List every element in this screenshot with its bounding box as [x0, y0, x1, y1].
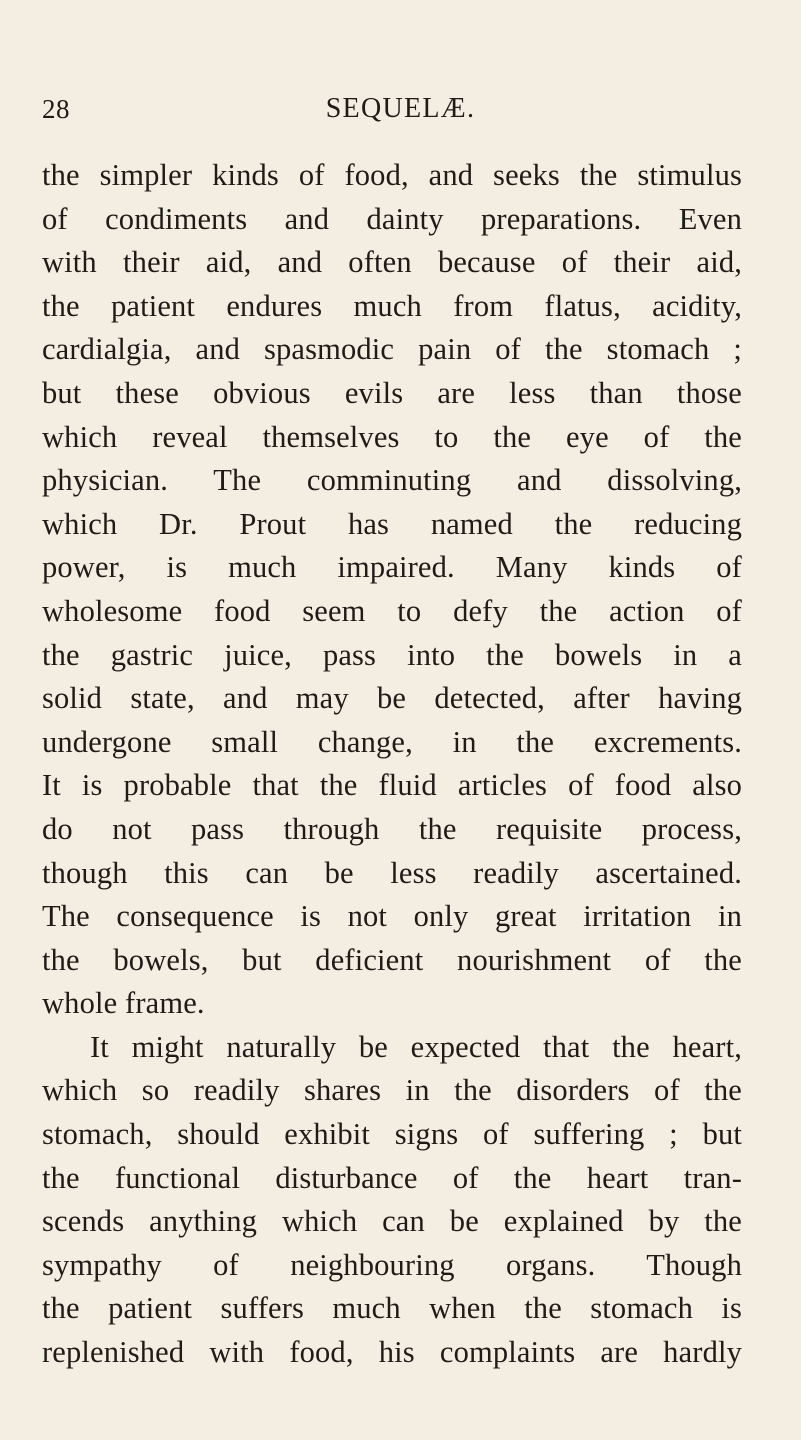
text-line: which Dr. Prout has named the reducing	[42, 506, 742, 541]
text-line: which so readily shares in the disorders of the	[42, 1073, 742, 1108]
text-line: but these obvious evils are less than those	[42, 375, 742, 410]
text-line: wholesome food seem to defy the action of	[42, 593, 742, 628]
text-line: the gastric juice, pass into the bowels in a	[42, 637, 742, 672]
text-line: undergone small change, in the excrements.	[42, 724, 742, 759]
running-head	[0, 90, 801, 130]
text-line: scends anything which can be explained by the	[42, 1204, 742, 1239]
body-text	[42, 154, 742, 1375]
text-line: with their aid, and often because of their aid,	[42, 245, 742, 280]
text-line: stomach, should exhibit signs of suffering ; but	[42, 1117, 742, 1152]
page-number: 28	[42, 94, 70, 124]
text-line: the simpler kinds of food, and seeks the stimulus	[42, 158, 742, 192]
text-line: The consequence is not only great irritation in	[42, 899, 742, 934]
text-line: replenished with food, his complaints are hardly	[42, 1335, 742, 1370]
running-title: SEQUELÆ.	[325, 93, 476, 124]
text-line: cardialgia, and spasmodic pain of the stomach ;	[42, 332, 742, 367]
text-line: physician. The comminuting and dissolving,	[42, 463, 742, 498]
text-line: which reveal themselves to the eye of the	[42, 419, 742, 454]
text-line: It is probable that the fluid articles of food also	[42, 768, 742, 803]
text-line: the patient suffers much when the stomach is	[42, 1291, 742, 1326]
text-line: the functional disturbance of the heart tran-	[42, 1160, 742, 1195]
paragraph-end-line: whole frame.	[42, 986, 205, 1021]
paragraph-start-line: It might naturally be expected that the heart,	[90, 1029, 742, 1064]
text-line: power, is much impaired. Many kinds of	[42, 550, 742, 585]
text-line: though this can be less readily ascertained.	[42, 855, 742, 890]
text-line: of condiments and dainty preparations. Even	[42, 201, 742, 236]
text-line: do not pass through the requisite process,	[42, 811, 742, 846]
text-line: the bowels, but deficient nourishment of the	[42, 942, 742, 977]
text-line: the patient endures much from flatus, acidity,	[42, 288, 742, 323]
text-line: solid state, and may be detected, after having	[42, 681, 742, 716]
text-line: sympathy of neighbouring organs. Though	[42, 1247, 742, 1282]
